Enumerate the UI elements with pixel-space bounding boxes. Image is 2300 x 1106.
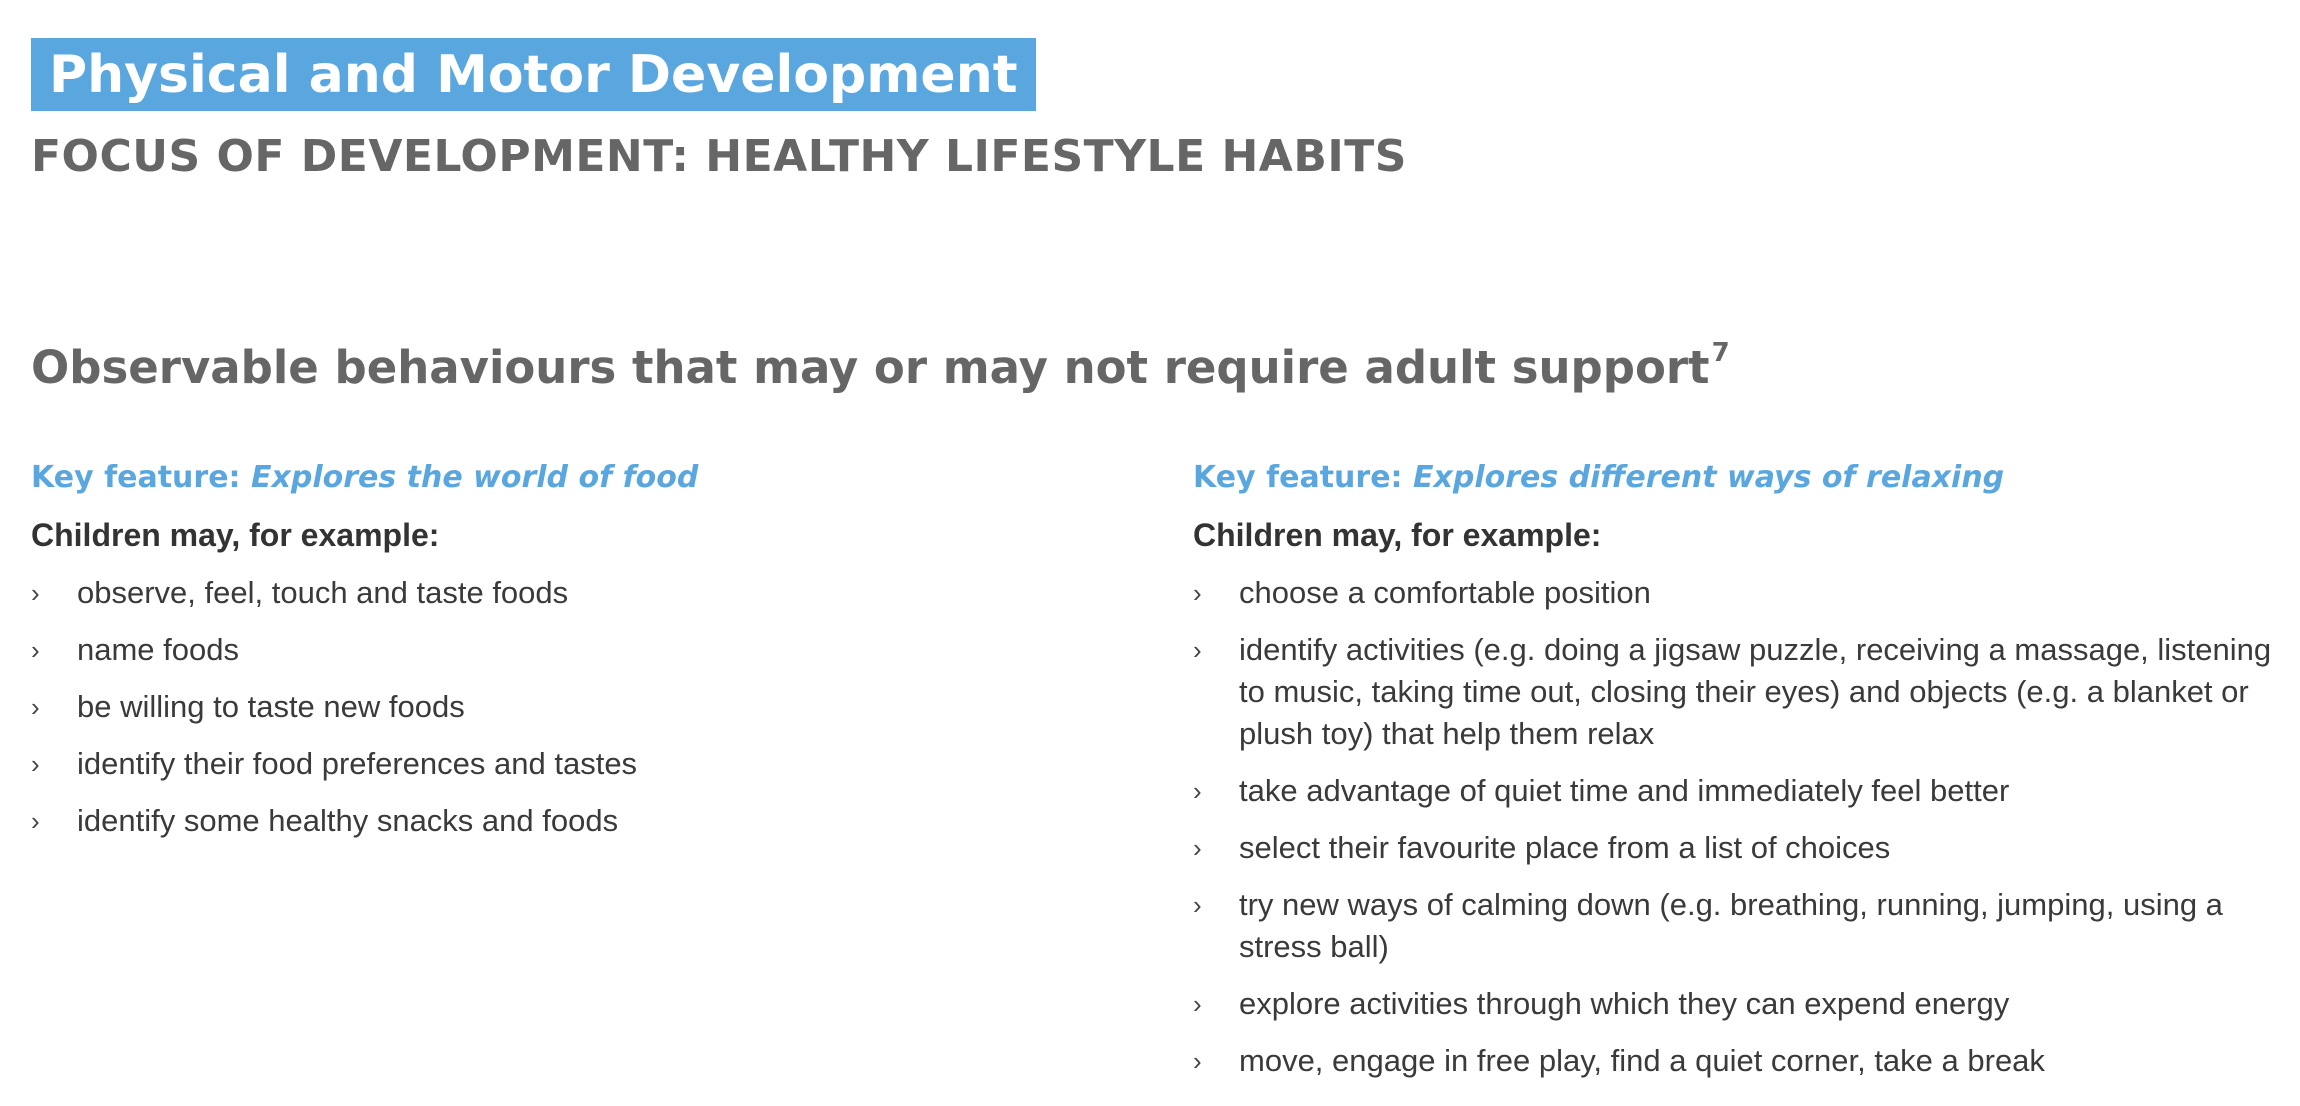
chevron-right-icon: ›: [31, 806, 40, 836]
list-item-text: be willing to taste new foods: [77, 689, 465, 724]
chevron-right-icon: ›: [1193, 776, 1202, 806]
key-feature-heading: [31, 458, 1131, 498]
right-column: [1193, 458, 2273, 1097]
list-item-text: identify some healthy snacks and foods: [77, 803, 619, 838]
list-item: [31, 629, 1131, 671]
key-feature-name: Explores different ways of relaxing: [1413, 460, 2005, 495]
list-item-text: name foods: [77, 632, 239, 667]
list-item-text: observe, feel, touch and taste foods: [77, 575, 569, 610]
list-item: [1193, 629, 2273, 755]
chevron-right-icon: ›: [31, 692, 40, 722]
behaviour-list: [31, 572, 1131, 842]
list-item-text: take advantage of quiet time and immediately feel better: [1239, 773, 2010, 808]
banner-title: Physical and Motor Development: [49, 44, 1018, 105]
chevron-right-icon: ›: [1193, 578, 1202, 608]
chevron-right-icon: ›: [1193, 833, 1202, 863]
key-feature-prefix: Key feature:: [1193, 460, 1413, 495]
list-item-text: identify their food preferences and tastes: [77, 746, 638, 781]
chevron-right-icon: ›: [1193, 1046, 1202, 1076]
list-item: [1193, 983, 2273, 1025]
list-item: [1193, 884, 2273, 968]
chevron-right-icon: ›: [1193, 989, 1202, 1019]
list-item-text: move, engage in free play, find a quiet corner, take a break: [1239, 1043, 2045, 1078]
list-item-text: try new ways of calming down (e.g. breathing, running, jumping, using a stress ball): [1239, 887, 2223, 964]
list-item-text: select their favourite place from a list of choices: [1239, 830, 1891, 865]
chevron-right-icon: ›: [31, 749, 40, 779]
footnote-marker: 7: [1711, 338, 1730, 368]
section-banner: [31, 38, 1036, 111]
list-item: [1193, 827, 2273, 869]
list-item: [31, 572, 1131, 614]
children-intro: Children may, for example:: [31, 517, 440, 553]
list-item-text: identify activities (e.g. doing a jigsaw puzzle, receiving a massage, listening to music, taking time out, closing their eyes) and objects (e.g. a blanket or plush toy) that help them relax: [1239, 632, 2272, 751]
focus-heading: FOCUS OF DEVELOPMENT: HEALTHY LIFESTYLE HABITS: [31, 131, 1407, 182]
left-column: [31, 458, 1131, 857]
list-item: [31, 800, 1131, 842]
list-item-text: explore activities through which they can expend energy: [1239, 986, 2010, 1021]
list-item-text: choose a comfortable position: [1239, 575, 1651, 610]
key-feature-name: Explores the world of food: [251, 460, 699, 495]
key-feature-prefix: Key feature:: [31, 460, 251, 495]
list-item: [31, 686, 1131, 728]
list-item: [1193, 1040, 2273, 1082]
list-item: [1193, 770, 2273, 812]
list-item: [1193, 572, 2273, 614]
observable-heading-text: Observable behaviours that may or may not require adult support: [31, 341, 1710, 394]
chevron-right-icon: ›: [31, 635, 40, 665]
children-intro: Children may, for example:: [1193, 517, 1602, 553]
key-feature-heading: [1193, 458, 2273, 498]
chevron-right-icon: ›: [1193, 635, 1202, 665]
list-item: [31, 743, 1131, 785]
behaviour-list: [1193, 572, 2273, 1082]
observable-heading: [31, 338, 1730, 394]
chevron-right-icon: ›: [1193, 890, 1202, 920]
chevron-right-icon: ›: [31, 578, 40, 608]
